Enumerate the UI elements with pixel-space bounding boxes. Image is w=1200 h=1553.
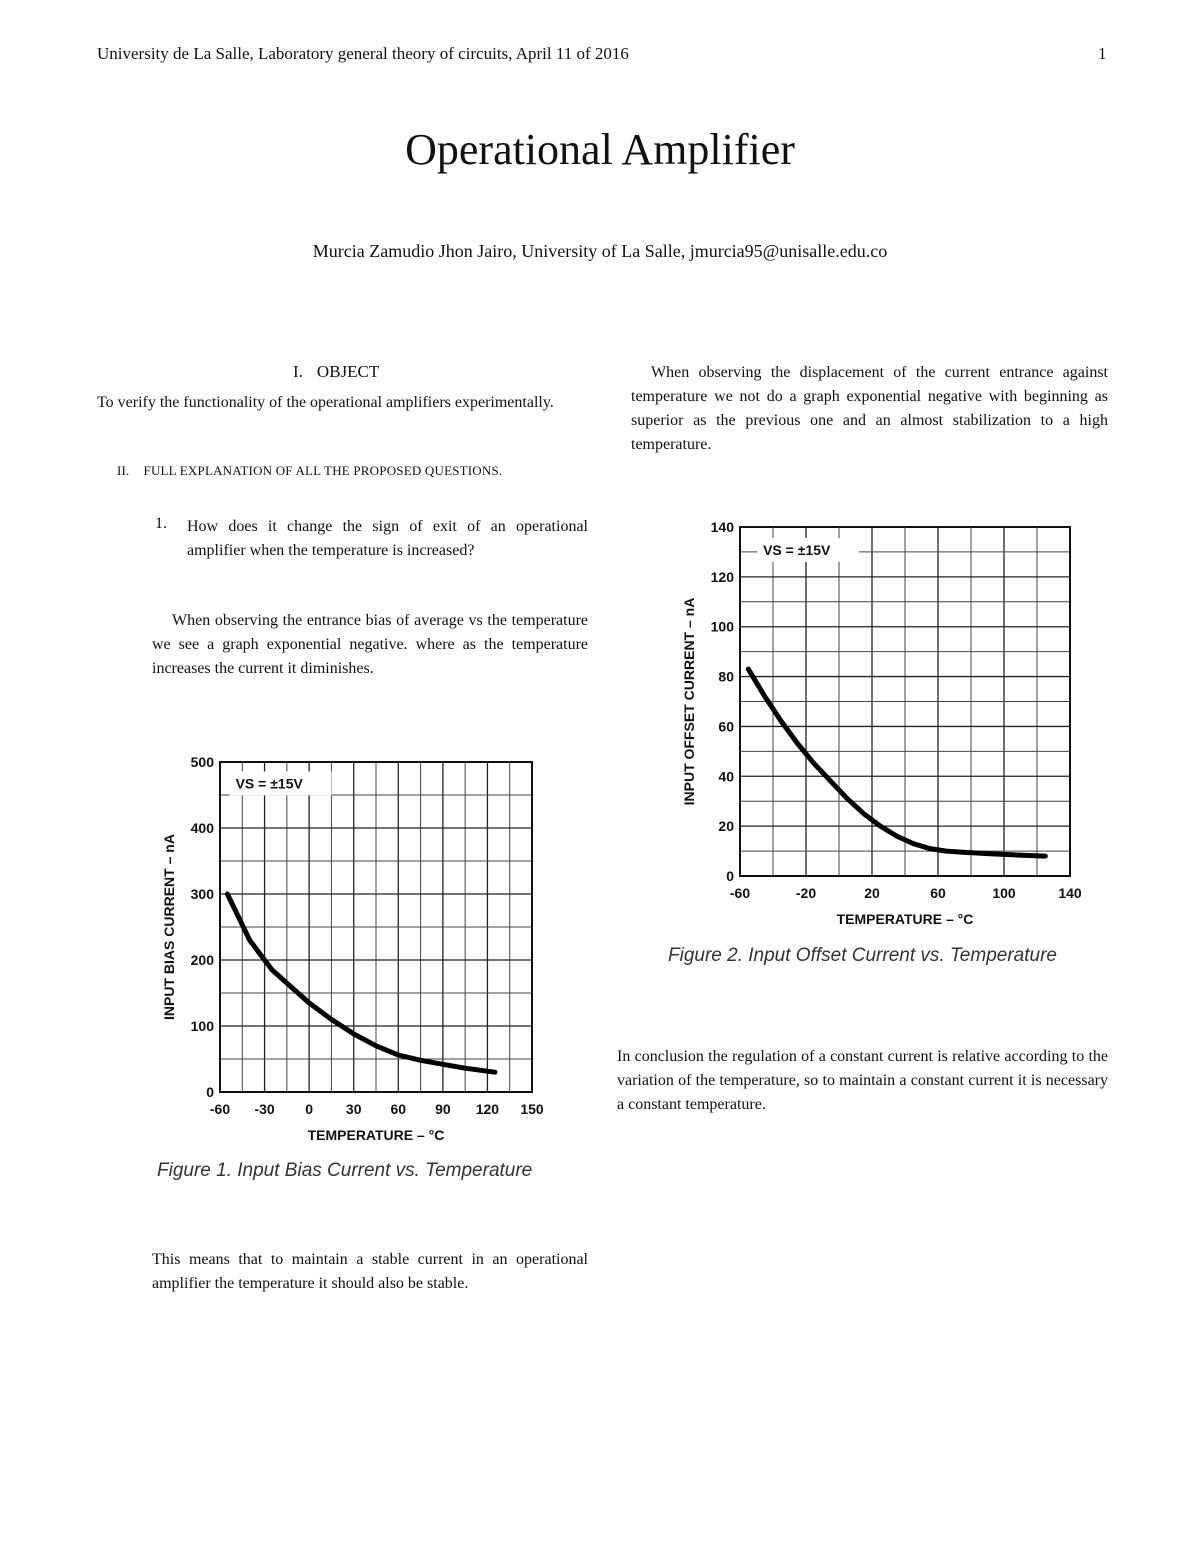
x-axis-label: TEMPERATURE – °C [307,1127,445,1143]
figure-1-marks [161,754,544,1143]
y-tick-label: 400 [190,820,214,836]
y-tick-label: 60 [718,718,734,735]
figure-1-caption: Figure 1. Input Bias Current vs. Temperature [157,1160,533,1181]
figure-1-grid [220,762,532,1092]
x-tick-label: 90 [435,1101,451,1117]
x-tick-label: 140 [1058,885,1082,901]
paragraph-conclusion: In conclusion the regulation of a constant current is relative according to the variation of the temperature, so to maintain a constant current it is necessary a constant temperature. [617,1048,1108,1113]
x-tick-label: 120 [475,1101,500,1117]
y-tick-label: 300 [190,886,214,902]
y-tick-label: 100 [710,618,734,635]
paragraph-offset: When observing the displacement of the current entrance against temperature we not do a graph exponential negative with beginning as superior as the previous one and an almost stabilization to a high temperature. [631,364,1108,453]
x-tick-label: 100 [992,885,1016,901]
vs-annotation: VS = ±15V [235,775,303,792]
y-tick-label: 20 [718,818,734,835]
y-tick-label: 40 [718,768,734,785]
x-tick-label: -60 [729,885,751,901]
x-tick-label: 150 [520,1101,544,1117]
page-number: 1 [1098,44,1107,63]
section-2-number: II. [117,463,130,478]
paragraph-bias: When observing the entrance bias of average vs the temperature we see a graph exponential negative. where as the temperature increases the current it diminishes. [152,612,588,677]
y-tick-label: 0 [726,868,734,884]
figure-2-marks [681,519,1082,927]
section-1-title: OBJECT [316,362,380,381]
paper-title: Operational Amplifier [405,125,795,174]
figure-2-chart [670,510,1100,930]
y-tick-label: 80 [718,668,734,685]
author-line: Murcia Zamudio Jhon Jairo, University of La Salle, jmurcia95@unisalle.edu.co [312,241,888,261]
y-axis-label: INPUT OFFSET CURRENT – nA [681,597,697,806]
y-tick-label: 500 [190,754,214,770]
series-line [227,894,495,1072]
figure-1-chart [150,745,570,1155]
running-header: University de La Salle, Laboratory general theory of circuits, April 11 of 2016 [97,44,629,63]
section-1-number: I. [293,362,303,381]
section-2-heading [117,463,502,479]
x-tick-label: 0 [305,1101,314,1117]
paragraph-stable: This means that to maintain a stable current in an operational amplifier the temperature it should also be stable. [152,1251,588,1292]
y-tick-label: 140 [710,519,734,535]
series-line [748,669,1045,856]
x-tick-label: 30 [345,1101,362,1117]
y-tick-label: 120 [710,568,734,585]
x-tick-label: -30 [254,1101,275,1117]
y-tick-label: 200 [190,952,214,968]
question-1-number: 1. [155,515,167,532]
y-axis-label: INPUT BIAS CURRENT – nA [161,834,177,1020]
figure-2-grid [740,527,1070,876]
x-tick-label: 60 [390,1101,407,1117]
figure-2-caption: Figure 2. Input Offset Current vs. Temperature [668,945,1057,966]
section-1-heading [293,362,379,382]
x-tick-label: -20 [795,885,817,901]
x-tick-label: 60 [930,885,946,901]
x-tick-label: -60 [209,1101,231,1117]
question-1-text: How does it change the sign of exit of an operational amplifier when the temperature is increased? [187,518,588,559]
x-axis-label: TEMPERATURE – °C [836,911,974,927]
vs-annotation: VS = ±15V [763,541,831,558]
object-text: To verify the functionality of the operational amplifiers experimentally. [97,394,554,411]
y-tick-label: 100 [190,1018,214,1034]
y-tick-label: 0 [206,1084,214,1100]
section-2-title: FULL EXPLANATION OF ALL THE PROPOSED QUESTIONS. [143,463,503,478]
x-tick-label: 20 [864,885,880,901]
